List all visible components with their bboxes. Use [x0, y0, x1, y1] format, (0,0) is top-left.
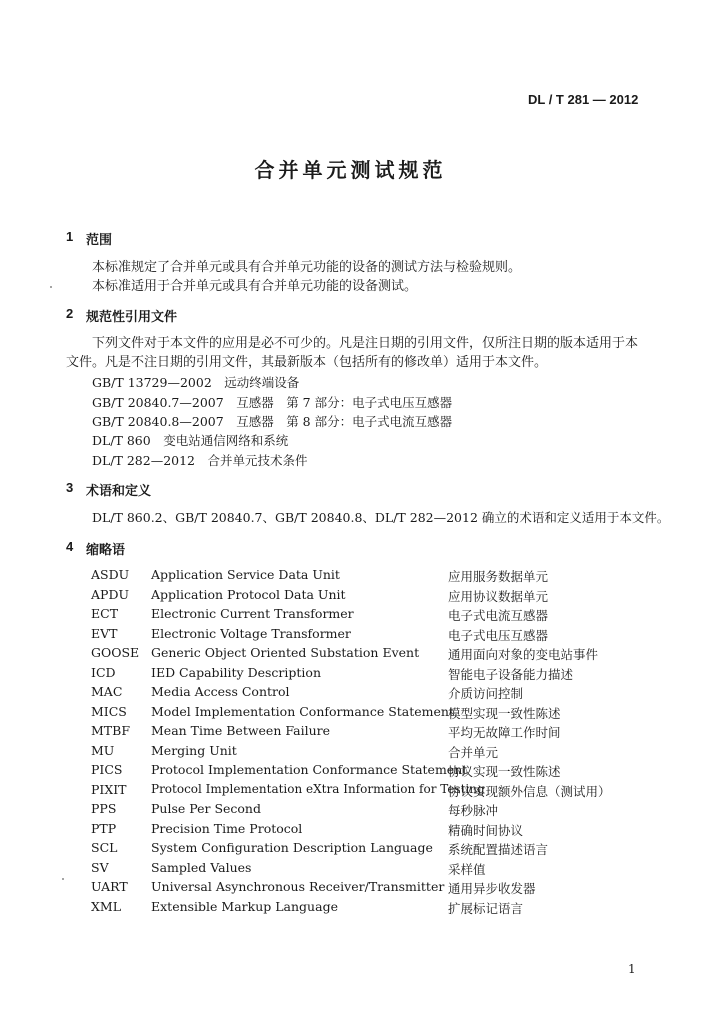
abbr-english: Mean Time Between Failure: [151, 723, 331, 738]
section-3-number: 3: [66, 480, 74, 495]
abbr-term: PICS: [91, 762, 123, 777]
abbr-term: MTBF: [91, 723, 130, 738]
abbreviation-row: [0, 821, 701, 841]
abbr-chinese: 通用异步收发器: [448, 881, 536, 896]
abbr-chinese: 介质访问控制: [448, 686, 524, 701]
abbr-english: Electronic Voltage Transformer: [151, 625, 351, 641]
abbr-term: UART: [91, 879, 128, 894]
section-3-paragraph: DL/T 860.2、GB/T 20840.7、GB/T 20840.8、DL/T 282—2012 确立的术语和定义适用于本文件。: [92, 510, 670, 525]
abbr-english: Electronic Current Transformer: [151, 606, 354, 621]
abbr-chinese: 电子式电压互感器: [448, 627, 549, 643]
abbreviation-row: [0, 801, 701, 821]
abbreviation-row: [0, 840, 701, 860]
abbr-chinese: 协议实现额外信息（测试用）: [448, 783, 611, 799]
abbr-term: SCL: [91, 840, 118, 855]
abbreviation-row: [0, 626, 701, 646]
abbr-chinese: 系统配置描述语言: [448, 842, 549, 857]
abbr-chinese: 电子式电流互感器: [448, 608, 549, 623]
abbreviation-row: [0, 704, 701, 724]
abbr-english: Precision Time Protocol: [151, 820, 303, 836]
section-1-paragraph-1: 本标准规定了合并单元或具有合并单元功能的设备的测试方法与检验规则。: [92, 260, 522, 275]
abbr-term: GOOSE: [91, 645, 140, 660]
abbreviation-row: [0, 899, 701, 919]
scan-speck: [62, 878, 64, 880]
reference-item: DL/T 860 变电站通信网络和系统: [92, 433, 289, 448]
abbr-term: SV: [91, 859, 109, 875]
abbr-term: ICD: [91, 664, 116, 680]
abbr-english: Sampled Values: [151, 859, 252, 875]
section-1-number: 1: [66, 229, 74, 244]
section-2-number: 2: [66, 306, 74, 321]
section-4-number: 4: [66, 539, 74, 554]
abbreviation-row: [0, 665, 701, 685]
abbr-term: MAC: [91, 684, 123, 699]
abbr-english: Generic Object Oriented Substation Event: [151, 645, 420, 660]
reference-item: DL/T 282—2012 合并单元技术条件: [92, 453, 308, 468]
abbreviation-row: [0, 606, 701, 626]
document-title: 合并单元测试规范: [254, 158, 447, 182]
abbreviation-row: [0, 645, 701, 665]
reference-item: GB/T 20840.8—2007 互感器 第 8 部分：电子式电流互感器: [92, 414, 453, 429]
section-4-title: 缩略语: [86, 542, 126, 557]
abbr-english: Application Protocol Data Unit: [151, 586, 346, 602]
section-2-title: 规范性引用文件: [86, 309, 178, 324]
abbr-english: Extensible Markup Language: [151, 898, 338, 914]
abbr-chinese: 智能电子设备能力描述: [448, 666, 574, 682]
section-1-title: 范围: [86, 232, 113, 247]
reference-item: GB/T 13729—2002 远动终端设备: [92, 375, 300, 390]
abbr-english: Pulse Per Second: [151, 801, 261, 816]
abbr-chinese: 合并单元: [448, 744, 499, 760]
abbr-english: Merging Unit: [151, 742, 237, 758]
abbr-english: Application Service Data Unit: [151, 567, 340, 582]
abbr-english: Protocol Implementation eXtra Information for Testing: [151, 781, 485, 796]
abbreviation-row: [0, 567, 701, 587]
abbr-term: PPS: [91, 801, 117, 816]
abbr-english: System Configuration Description Language: [151, 840, 433, 855]
abbr-chinese: 精确时间协议: [448, 822, 524, 838]
abbr-chinese: 通用面向对象的变电站事件: [448, 647, 599, 662]
section-2-intro-line-1: 下列文件对于本文件的应用是必不可少的。凡是注日期的引用文件，仅所注日期的版本适用于本: [92, 336, 639, 351]
abbr-chinese: 应用协议数据单元: [448, 588, 549, 604]
abbr-english: Model Implementation Conformance Statement: [151, 703, 455, 719]
abbreviation-row: [0, 860, 701, 880]
abbr-chinese: 每秒脉冲: [448, 803, 499, 818]
abbr-english: Universal Asynchronous Receiver/Transmitter: [151, 879, 445, 894]
abbr-term: EVT: [91, 625, 118, 641]
abbr-term: APDU: [91, 586, 129, 602]
scan-speck: [50, 286, 52, 288]
abbreviation-row: [0, 879, 701, 899]
section-3-title: 术语和定义: [86, 483, 152, 498]
abbr-chinese: 平均无故障工作时间: [448, 725, 561, 740]
abbr-english: Protocol Implementation Conformance Statement: [151, 762, 468, 777]
abbreviation-row: [0, 587, 701, 607]
page-number: 1: [628, 962, 636, 976]
abbr-chinese: 协议实现一致性陈述: [448, 764, 561, 779]
abbreviation-row: [0, 762, 701, 782]
abbr-chinese: 模型实现一致性陈述: [448, 705, 561, 721]
abbr-term: ECT: [91, 606, 119, 621]
abbreviation-row: [0, 684, 701, 704]
abbr-term: PTP: [91, 820, 117, 836]
abbreviation-row: [0, 723, 701, 743]
abbr-term: XML: [91, 898, 121, 914]
section-2-intro-line-2: 文件。凡是不注日期的引用文件，其最新版本（包括所有的修改单）适用于本文件。: [66, 355, 548, 370]
abbr-chinese: 应用服务数据单元: [448, 569, 549, 584]
abbr-chinese: 采样值: [448, 861, 486, 877]
standard-code: DL / T 281 — 2012: [528, 92, 639, 107]
abbreviation-row: [0, 743, 701, 763]
abbr-english: Media Access Control: [151, 684, 290, 699]
abbr-english: IED Capability Description: [151, 664, 321, 680]
abbr-term: MU: [91, 742, 115, 758]
reference-item: GB/T 20840.7—2007 互感器 第 7 部分：电子式电压互感器: [92, 395, 453, 410]
abbr-chinese: 扩展标记语言: [448, 900, 524, 916]
abbr-term: MICS: [91, 703, 127, 719]
section-1-paragraph-2: 本标准适用于合并单元或具有合并单元功能的设备测试。: [92, 279, 418, 294]
abbr-term: ASDU: [91, 567, 130, 582]
abbr-term: PIXIT: [91, 781, 127, 797]
abbreviation-row: [0, 782, 701, 802]
